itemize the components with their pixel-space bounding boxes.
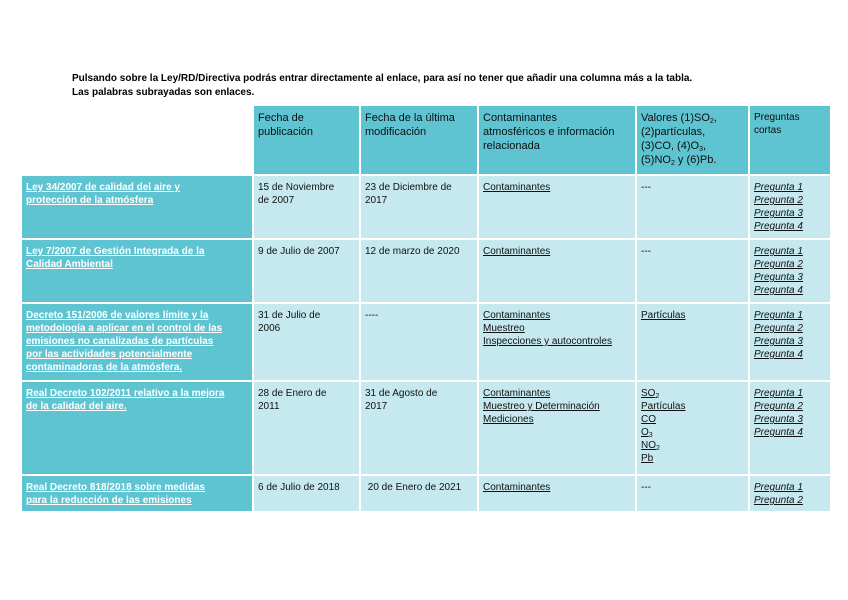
header-fecha-publicacion: Fecha de publicación — [254, 106, 359, 174]
table-row — [22, 240, 830, 302]
fecha-modificacion-cell: 31 de Agosto de 2017 — [361, 382, 477, 474]
preguntas-cell — [750, 176, 830, 238]
table-header-row — [22, 106, 830, 174]
law-link-ley-34-2007[interactable]: Ley 34/2007 de calidad del aire y protección de la atmósfera — [22, 176, 252, 238]
table-row — [22, 382, 830, 474]
fecha-publicacion-cell: 15 de Noviembre de 2007 — [254, 176, 359, 238]
link-pregunta-4[interactable]: Pregunta 4 — [754, 221, 803, 232]
link-particulas[interactable]: Partículas — [641, 310, 686, 321]
fecha-modificacion-cell: 23 de Diciembre de 2017 — [361, 176, 477, 238]
link-no2[interactable]: $NO_2$ — [641, 440, 660, 452]
preguntas-cell — [750, 240, 830, 302]
link-pregunta-4[interactable]: Pregunta 4 — [754, 349, 803, 360]
contaminantes-cell — [479, 240, 635, 302]
valores-cell — [637, 304, 748, 380]
link-contaminantes[interactable]: Contaminantes — [483, 182, 551, 193]
link-inspecciones[interactable]: Inspecciones y autocontroles — [483, 336, 612, 347]
valores-cell: --- — [637, 240, 748, 302]
valores-cell: --- — [637, 176, 748, 238]
link-contaminantes[interactable]: Contaminantes — [483, 482, 551, 493]
table-row — [22, 476, 830, 511]
link-particulas[interactable]: Partículas — [641, 401, 686, 412]
fecha-modificacion-cell: 20 de Enero de 2021 — [361, 476, 477, 511]
header-valores: Valores $(1)SO_2$, (2)partículas, (3)CO, $(4)O_3$, $(5)NO_2$ y (6)Pb. — [637, 106, 748, 174]
table-row — [22, 176, 830, 238]
intro-line-1: Pulsando sobre la Ley/RD/Directiva podrás entrar directamente al enlace, para así no tener que añadir una columna más a la tabla. — [72, 73, 693, 84]
law-link-real-decreto-818-2018[interactable]: Real Decreto 818/2018 sobre medidas para la reducción de las emisiones — [22, 476, 252, 511]
contaminantes-cell — [479, 382, 635, 474]
intro-line-2: Las palabras subrayadas son enlaces. — [72, 87, 255, 98]
link-pregunta-1[interactable]: Pregunta 1 — [754, 388, 803, 399]
link-co[interactable]: CO — [641, 414, 656, 425]
header-preguntas: Preguntas cortas — [750, 106, 830, 174]
preguntas-cell — [750, 304, 830, 380]
contaminantes-cell — [479, 304, 635, 380]
fecha-publicacion-cell: 31 de Julio de 2006 — [254, 304, 359, 380]
link-pregunta-2[interactable]: Pregunta 2 — [754, 195, 803, 206]
link-pregunta-2[interactable]: Pregunta 2 — [754, 401, 803, 412]
link-pregunta-3[interactable]: Pregunta 3 — [754, 336, 803, 347]
contaminantes-cell — [479, 176, 635, 238]
law-link-real-decreto-102-2011[interactable]: Real Decreto 102/2011 relativo a la mejora de la calidad del aire. — [22, 382, 252, 474]
table-row — [22, 304, 830, 380]
intro-text — [72, 72, 812, 100]
link-contaminantes[interactable]: Contaminantes — [483, 388, 551, 399]
link-pb[interactable]: Pb — [641, 453, 654, 464]
preguntas-cell — [750, 382, 830, 474]
contaminantes-cell — [479, 476, 635, 511]
link-pregunta-3[interactable]: Pregunta 3 — [754, 208, 803, 219]
preguntas-cell — [750, 476, 830, 511]
link-mediciones[interactable]: Mediciones — [483, 414, 534, 425]
link-contaminantes[interactable]: Contaminantes — [483, 310, 551, 321]
header-contaminantes: Contaminantes atmosféricos e información relacionada — [479, 106, 635, 174]
fecha-modificacion-cell: ---- — [361, 304, 477, 380]
link-pregunta-3[interactable]: Pregunta 3 — [754, 272, 803, 283]
legislation-table — [20, 104, 832, 513]
link-pregunta-1[interactable]: Pregunta 1 — [754, 246, 803, 257]
header-fecha-modificacion: Fecha de la última modificación — [361, 106, 477, 174]
valores-cell: --- — [637, 476, 748, 511]
link-muestreo-determinacion[interactable]: Muestreo y Determinación — [483, 401, 600, 412]
link-pregunta-1[interactable]: Pregunta 1 — [754, 182, 803, 193]
valores-cell — [637, 382, 748, 474]
fecha-modificacion-cell: 12 de marzo de 2020 — [361, 240, 477, 302]
law-link-decreto-151-2006[interactable]: Decreto 151/2006 de valores límite y la metodología a aplicar en el control de las emisiones no canalizadas de partículas por las actividades potencialmente contaminadoras de la atmósfera. — [22, 304, 252, 380]
link-pregunta-4[interactable]: Pregunta 4 — [754, 285, 803, 296]
link-pregunta-4[interactable]: Pregunta 4 — [754, 427, 803, 438]
fecha-publicacion-cell: 6 de Julio de 2018 — [254, 476, 359, 511]
link-muestreo[interactable]: Muestreo — [483, 323, 525, 334]
fecha-publicacion-cell: 9 de Julio de 2007 — [254, 240, 359, 302]
link-pregunta-3[interactable]: Pregunta 3 — [754, 414, 803, 425]
header-empty-cell — [22, 106, 252, 174]
link-contaminantes[interactable]: Contaminantes — [483, 246, 551, 257]
link-pregunta-1[interactable]: Pregunta 1 — [754, 310, 803, 321]
law-link-ley-7-2007[interactable]: Ley 7/2007 de Gestión Integrada de la Calidad Ambiental — [22, 240, 252, 302]
link-o3[interactable]: $O_3$ — [641, 427, 653, 439]
link-so2[interactable]: $SO_2$ — [641, 388, 660, 400]
link-pregunta-2[interactable]: Pregunta 2 — [754, 259, 803, 270]
fecha-publicacion-cell: 28 de Enero de 2011 — [254, 382, 359, 474]
link-pregunta-2[interactable]: Pregunta 2 — [754, 495, 803, 506]
link-pregunta-2[interactable]: Pregunta 2 — [754, 323, 803, 334]
link-pregunta-1[interactable]: Pregunta 1 — [754, 482, 803, 493]
